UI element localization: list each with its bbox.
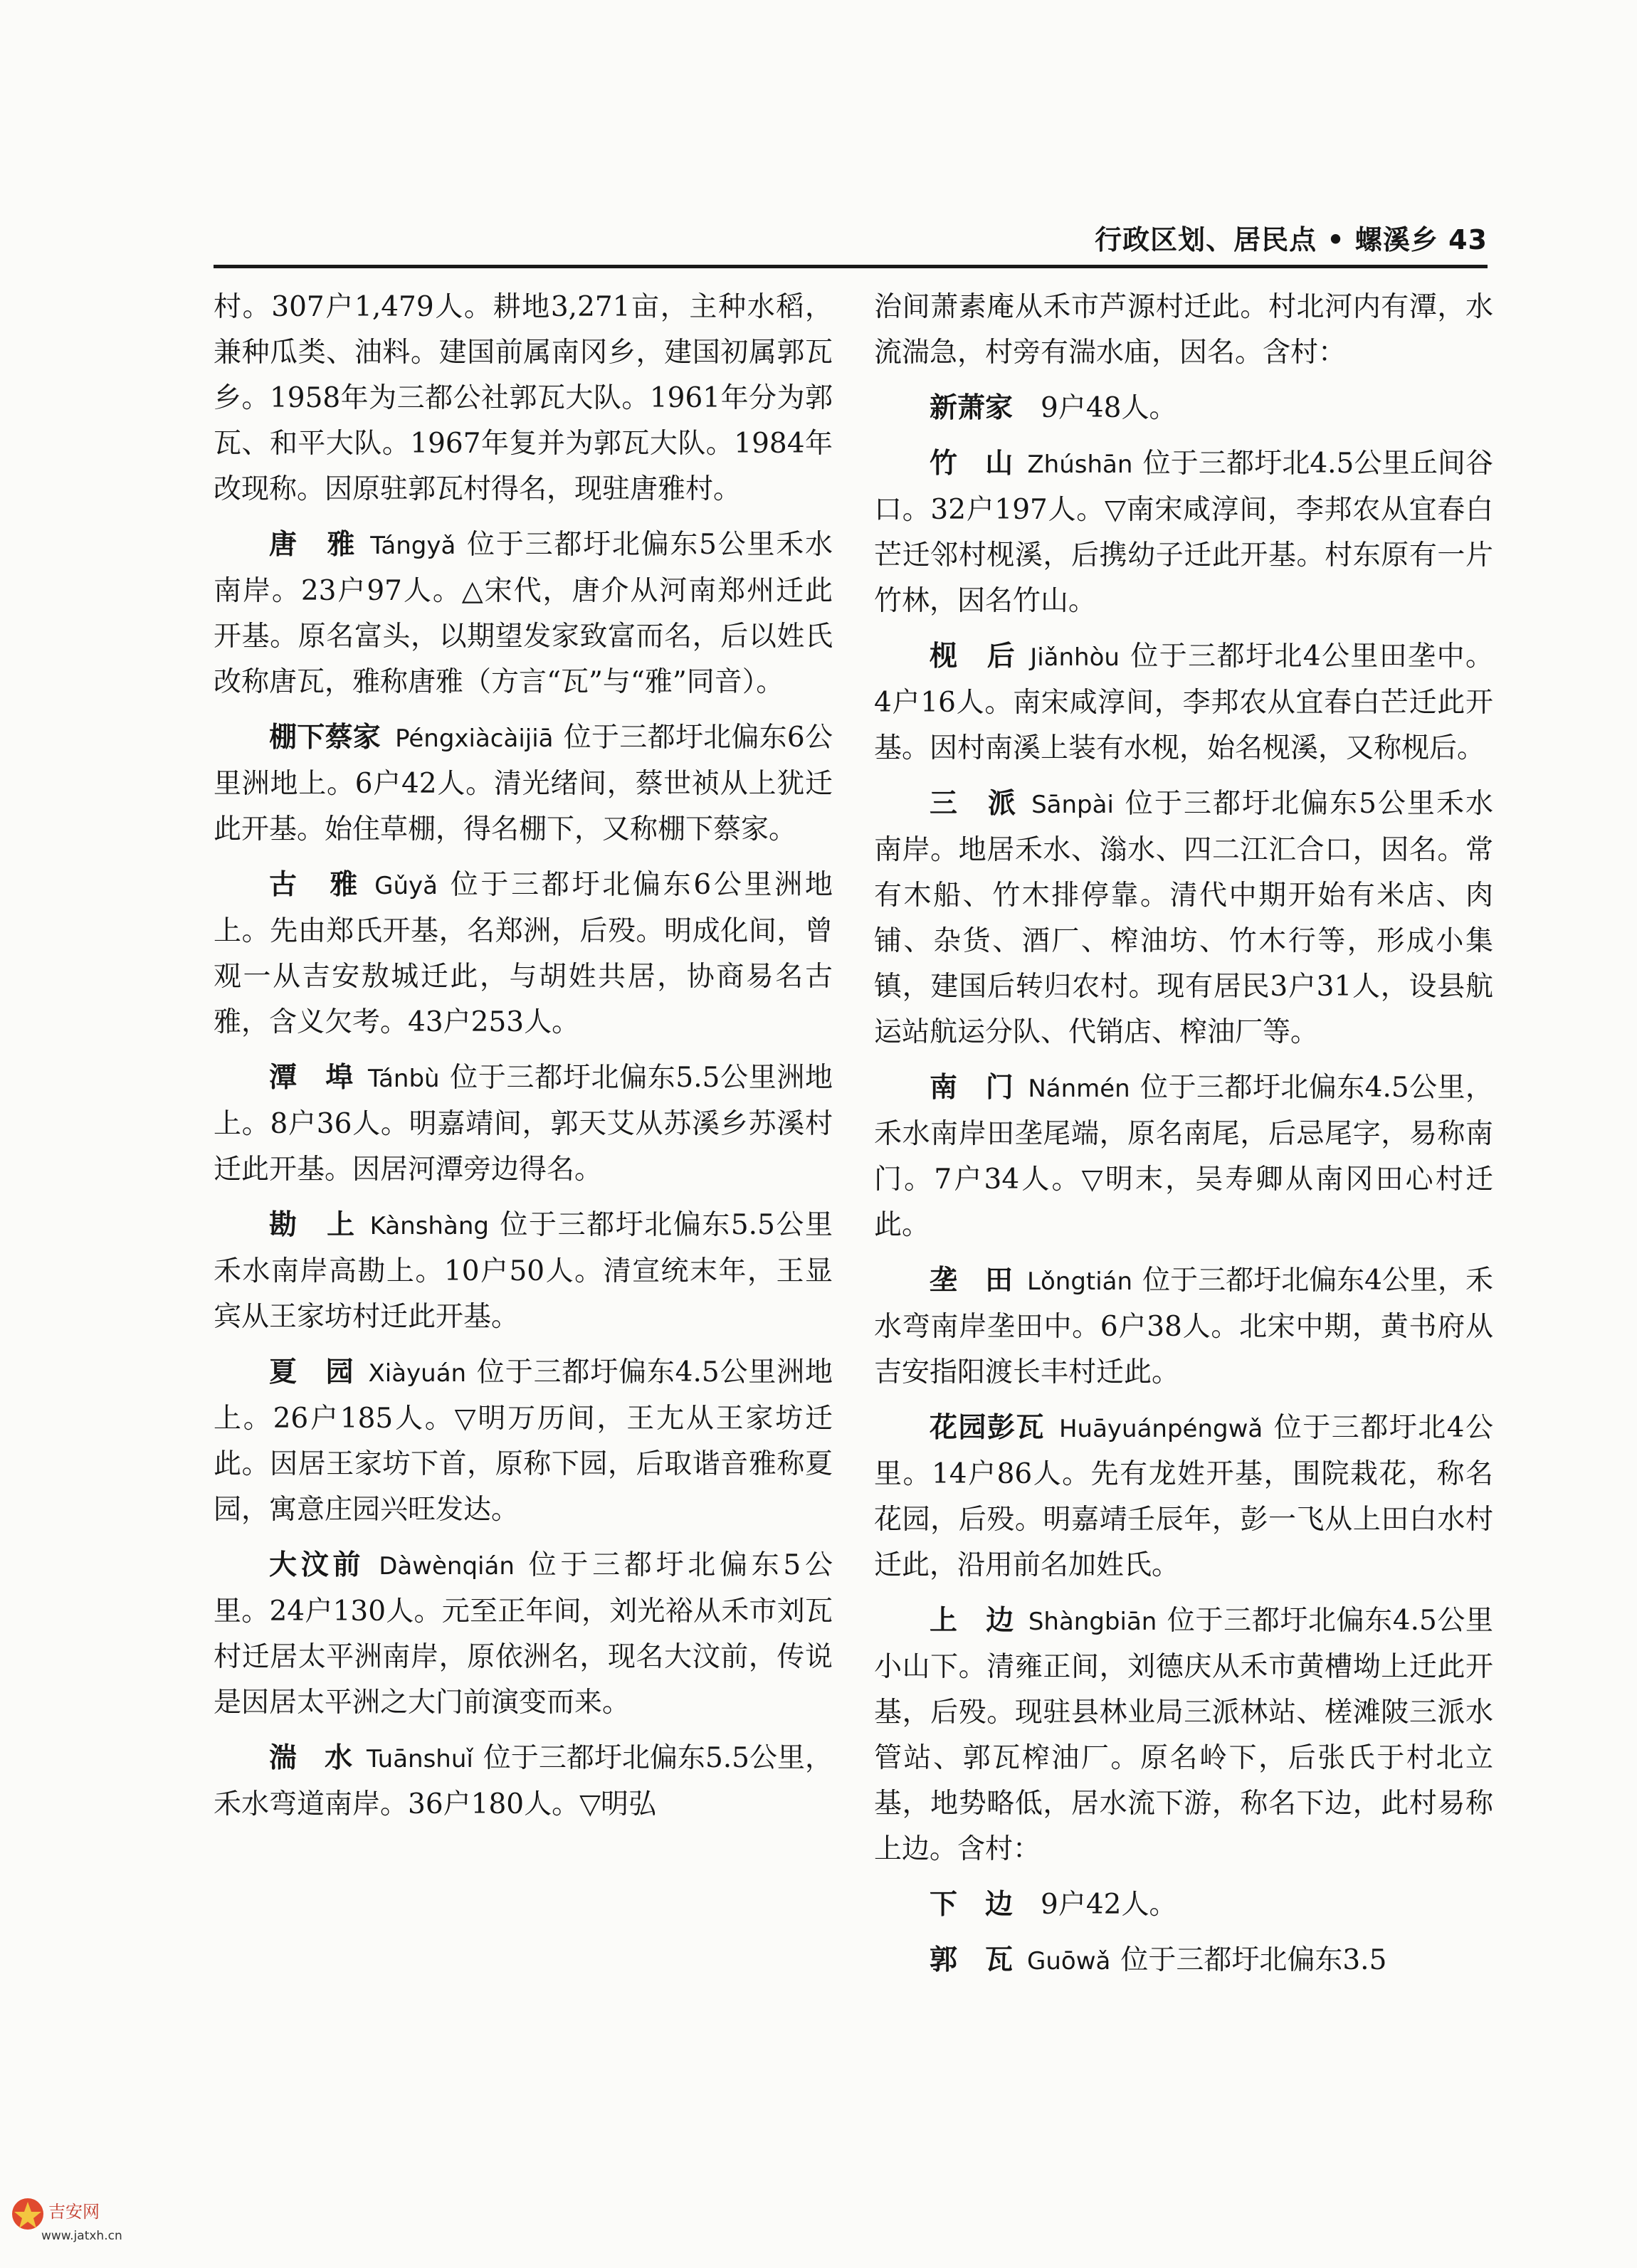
left-column <box>214 285 833 1837</box>
entry-pinyin: Sānpài <box>1031 791 1114 819</box>
entry-pinyin: Nánmén <box>1028 1075 1130 1103</box>
entry <box>874 1882 1493 1928</box>
entry-name: 下 边 <box>930 1889 1014 1921</box>
entry <box>874 781 1493 1055</box>
entry-name: 三 派 <box>930 788 1018 820</box>
entry-text: 9户42人。 <box>1041 1889 1177 1921</box>
entry-pinyin: Zhúshān <box>1027 450 1133 479</box>
entry-pinyin: Kànshàng <box>369 1212 489 1240</box>
entry <box>214 1203 833 1340</box>
entry-text: 位于三都圩北偏东4.5公里小山下。清雍正间，刘德庆从禾市黄槽坳上迁此开基，后殁。现驻县林业局三派林站、槎滩陂三派水管站、郭瓦榨油厂。原名岭下，后张氏于村北立基，地势略低，居水流下游，称名下边，此村易称上边。含村： <box>874 1605 1493 1865</box>
entry <box>874 1405 1493 1588</box>
entry-pinyin: Shàngbiān <box>1028 1608 1157 1636</box>
right-column <box>874 285 1493 1994</box>
entry-text: 位于三都圩北偏东5.5公里，禾水弯道南岸。36户180人。▽明弘 <box>214 1742 833 1820</box>
entry <box>214 522 833 705</box>
entry-pinyin: Lǒngtián <box>1027 1267 1133 1296</box>
entry <box>214 715 833 853</box>
entry-text: 位于三都圩偏东4.5公里洲地上。26户185人。▽明万历间，王尢从王家坊迁此。因居王家坊下首，原称下园，后取谐音雅称夏园，寓意庄园兴旺发达。 <box>214 1356 833 1526</box>
entry-text: 位于三都圩北偏东5.5公里洲地上。8户36人。明嘉靖间，郭天艾从苏溪乡苏溪村迁此开基。因居河潭旁边得名。 <box>214 1062 833 1186</box>
header-text: 行政区划、居民点 • 螺溪乡 43 <box>1095 224 1488 255</box>
entry-text: 位于三都圩北偏东5公里禾水南岸。地居禾水、滃水、四二江汇合口，因名。常有木船、竹木排停靠。清代中期开始有米店、肉铺、杂货、酒厂、榨油坊、竹木行等，形成小集镇，建国后转归农村。现有居民3户31人，设县航运站航运分队、代销店、榨油厂等。 <box>874 788 1493 1048</box>
entry-pinyin: Guōwǎ <box>1027 1947 1111 1976</box>
entry <box>874 285 1493 376</box>
entry <box>214 1055 833 1193</box>
entry-pinyin: Tánbù <box>367 1065 440 1093</box>
entry <box>874 1938 1493 1984</box>
entry <box>214 863 833 1045</box>
entry-name: 唐 雅 <box>269 529 357 561</box>
entry-pinyin: Huāyuánpéngwǎ <box>1058 1415 1263 1443</box>
entry <box>214 1350 833 1533</box>
entry-text: 位于三都圩北偏东5.5公里禾水南岸高勘上。10户50人。清宣统末年，王显宾从王家坊村迁此开基。 <box>214 1209 833 1333</box>
entry-name: 竹 山 <box>930 448 1014 480</box>
logo-icon <box>10 2196 46 2232</box>
entry-pinyin: Dàwènqián <box>379 1552 515 1581</box>
entry-name: 郭 瓦 <box>930 1944 1014 1976</box>
entry-text: 治间萧素庵从禾市芦源村迁此。村北河内有潭，水流湍急，村旁有湍水庙，因名。含村： <box>874 291 1493 369</box>
watermark-name: 吉安网 <box>48 2202 100 2222</box>
entry-pinyin: Jiǎnhòu <box>1030 643 1120 672</box>
entry-name: 垄 田 <box>930 1265 1014 1297</box>
entry-pinyin: Tuānshuǐ <box>367 1745 473 1773</box>
running-header <box>214 213 1488 263</box>
entry-text: 位于三都圩北4公里。14户86人。先有龙姓开基，围院栽花，称名花园，后殁。明嘉靖壬辰年，彭一飞从上田白水村迁此，沿用前名加姓氏。 <box>874 1412 1493 1581</box>
entry-name: 大汶前 <box>269 1549 365 1581</box>
entry-pinyin: Tángyǎ <box>370 532 456 560</box>
header-rule <box>214 265 1488 268</box>
entry-pinyin: Xiàyuán <box>368 1359 467 1388</box>
entry-text: 位于三都圩北偏东5公里禾水南岸。23户97人。△宋代，唐介从河南郑州迁此开基。原名富头，以期望发家致富而名，后以姓氏改称唐瓦，雅称唐雅（方言“瓦”与“雅”同音）。 <box>214 529 833 698</box>
entry-name: 棚下蔡家 <box>269 722 381 754</box>
entry-name: 新萧家 <box>930 392 1014 424</box>
entry <box>874 1065 1493 1248</box>
entry-text: 位于三都圩北偏东6公里洲地上。6户42人。清光绪间，蔡世祯从上犹迁此开基。始住草棚，得名棚下，又称棚下蔡家。 <box>214 722 833 845</box>
entry-name: 勘 上 <box>269 1209 356 1241</box>
entry-name: 花园彭瓦 <box>930 1412 1045 1444</box>
entry-name: 湍 水 <box>269 1742 353 1774</box>
entry-text: 位于三都圩北偏东5公里。24户130人。元至正年间，刘光裕从禾市刘瓦村迁居太平洲南岸，原依洲名，现名大汶前，传说是因居太平洲之大门前演变而来。 <box>214 1549 833 1719</box>
entry <box>214 285 833 512</box>
watermark-url: www.jatxh.cn <box>41 2229 122 2243</box>
entry-name: 潭 埠 <box>269 1062 354 1094</box>
entry-name: 古 雅 <box>269 869 361 901</box>
entry <box>874 634 1493 771</box>
entry-name: 南 门 <box>930 1072 1014 1104</box>
entry-text: 村。307户1,479人。耕地3,271亩，主种水稻，兼种瓜类、油料。建国前属南冈乡，建国初属郭瓦乡。1958年为三都公社郭瓦大队。1961年分为郭瓦、和平大队。1967年复并为郭瓦大队。1984年改现称。因原驻郭瓦村得名，现驻唐雅村。 <box>214 291 833 505</box>
entry-text: 位于三都圩北偏东4.5公里，禾水南岸田垄尾端，原名南尾，后忌尾字，易称南门。7户34人。▽明末，吴寿卿从南冈田心村迁此。 <box>874 1072 1493 1241</box>
entry <box>874 1258 1493 1396</box>
entry-pinyin: Gǔyǎ <box>374 872 438 900</box>
entry-text: 9户48人。 <box>1041 392 1177 424</box>
entry <box>874 441 1493 624</box>
entry <box>214 1736 833 1827</box>
entry <box>874 386 1493 431</box>
entry-name: 枧 后 <box>930 640 1016 673</box>
watermark <box>4 2192 175 2256</box>
entry <box>874 1598 1493 1872</box>
entry-text: 位于三都圩北4公里田垄中。4户16人。南宋咸淳间，李邦农从宜春白芒迁此开基。因村南溪上装有水枧，始名枧溪，又称枧后。 <box>874 640 1493 764</box>
entry-text: 位于三都圩北偏东4公里，禾水弯南岸垄田中。6户38人。北宋中期，黄书府从吉安指阳渡长丰村迁此。 <box>874 1265 1493 1388</box>
entry-text: 位于三都圩北偏东6公里洲地上。先由郑氏开基，名郑洲，后殁。明成化间，曾观一从吉安敖城迁此，与胡姓共居，协商易名古雅，含义欠考。43户253人。 <box>214 869 833 1038</box>
entry-name: 夏 园 <box>269 1356 354 1388</box>
entry-pinyin: Péngxiàcàijiā <box>395 724 554 753</box>
entry-name: 上 边 <box>930 1605 1014 1637</box>
entry-text: 位于三都圩北4.5公里丘间谷口。32户197人。▽南宋咸淳间，李邦农从宜春白芒迁邻村枧溪，后携幼子迁此开基。村东原有一片竹林，因名竹山。 <box>874 448 1493 617</box>
entry <box>214 1543 833 1726</box>
entry-text: 位于三都圩北偏东3.5 <box>1120 1944 1387 1976</box>
